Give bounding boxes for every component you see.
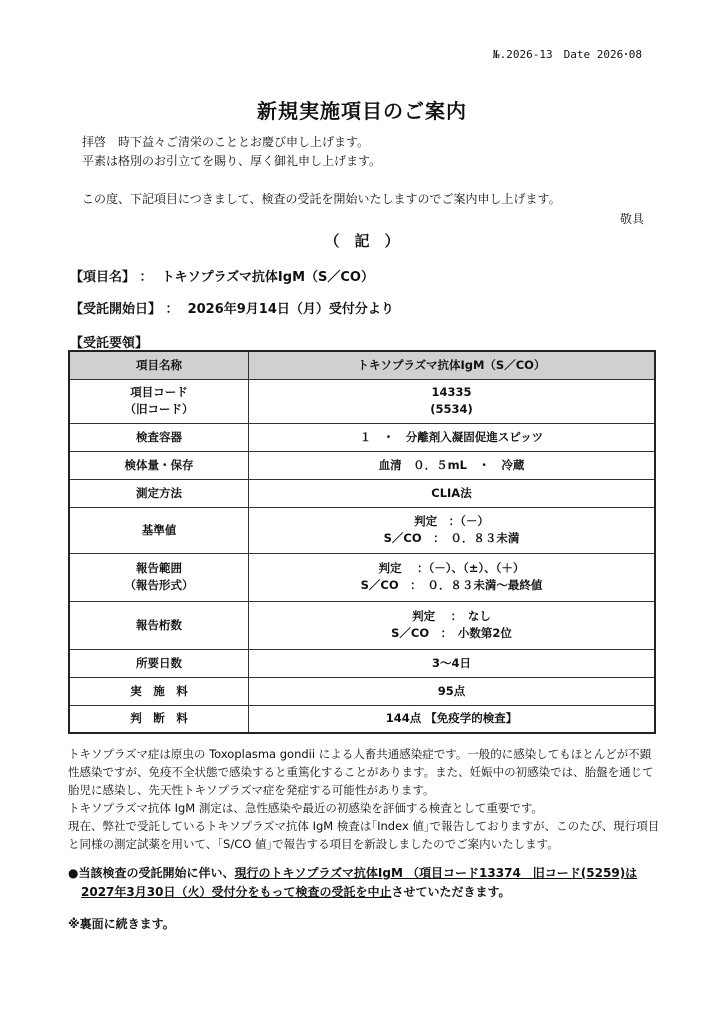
row-value: 判定 ：（－）: [414, 514, 489, 528]
row-key: 判 断 料: [69, 705, 249, 733]
notes-block: [68, 745, 660, 853]
row-key: 基準値: [69, 507, 249, 553]
table-row: [69, 507, 655, 553]
spec-table: [68, 350, 656, 734]
table-row: [69, 601, 655, 649]
table-row: [69, 379, 655, 423]
row-value-sub: S／CO ： ０．８３未満: [383, 531, 520, 545]
notice-underlined-1: 現行のトキソプラズマ抗体IgM （項目コード13374 旧コード(5259)は: [234, 866, 638, 880]
row-key: 項目コード: [130, 385, 188, 399]
row-key-sub: （報告形式）: [124, 578, 194, 592]
row-value-sub: S／CO ： ０．８３未満～最終値: [360, 578, 543, 592]
greeting-line-1: 拝啓 時下益々ご清栄のこととお慶び申し上げます。: [82, 135, 370, 149]
note-paragraph: 現在、弊社で受託しているトキソプラズマ抗体 IgM 検査は｢Index 値｣で報告しておりますが、このたび、現行項目と同様の測定試薬を用いて、｢S/CO 値｣で報告する項目を新設しましたのでご案内いたします。: [68, 819, 660, 851]
notice-underlined-2: 2027年3月30日（火）受付分をもって検査の受託を中止: [81, 885, 392, 899]
ki-label: （ 記 ）: [324, 232, 400, 250]
row-value: 144点 【免疫学的検査】: [249, 705, 656, 733]
row-value-sub: S／CO ： 小数第2位: [391, 626, 512, 640]
table-row: [69, 423, 655, 451]
table-header-key: 項目名称: [69, 351, 249, 379]
row-value-sub: (5534): [430, 402, 473, 416]
note-paragraph: トキソプラズマ抗体 IgM 測定は、急性感染や最近の初感染を評価する検査として重要です。: [68, 801, 543, 815]
row-value: 3～4日: [249, 649, 656, 677]
row-key: 検体量・保存: [69, 451, 249, 479]
document-number: №.2026-13 Date 2026･08: [493, 48, 642, 61]
row-key: 測定方法: [69, 479, 249, 507]
closing-word: 敬具: [619, 212, 644, 226]
notice-suffix: させていただきます。: [391, 885, 511, 899]
greeting-line-3: この度、下記項目につきまして、検査の受託を開始いたしますのでご案内申し上げます。: [82, 192, 561, 206]
row-value: 判定 ： なし: [412, 609, 491, 623]
row-key: 所要日数: [69, 649, 249, 677]
row-key: 報告桁数: [69, 601, 249, 649]
table-row: [69, 705, 655, 733]
page-title: 新規実施項目のご案内: [257, 99, 467, 123]
continued-note: ※裏面に続きます。: [68, 917, 175, 931]
section-label: 【受託要領】: [70, 336, 149, 351]
row-value: １ ・ 分離剤入凝固促進スピッツ: [249, 423, 656, 451]
row-key: 報告範囲: [136, 561, 182, 575]
row-key: 実 施 料: [69, 677, 249, 705]
table-row: [69, 451, 655, 479]
greeting-line-2: 平素は格別のお引立てを賜り、厚く御礼申し上げます。: [82, 154, 382, 168]
note-paragraph: トキソプラズマ症は原虫の Toxoplasma gondii による人畜共通感染症です。一般的に感染してもほとんどが不顕性感染ですが、免疫不全状態で感染すると重篤化することがあります。また、妊娠中の初感染では、胎盤を通じて胎児に感染し、先天性トキソプラズマ症を発症する可能性があります。: [68, 747, 654, 797]
table-row: [69, 553, 655, 601]
table-row: [69, 479, 655, 507]
table-header-value: トキソプラズマ抗体IgM（S／CO）: [249, 351, 656, 379]
table-row: [69, 677, 655, 705]
table-header-row: [69, 351, 655, 379]
row-key-sub: （旧コード）: [124, 402, 194, 416]
table-row: [69, 649, 655, 677]
start-date-line: 【受託開始日】 ： 2026年9月14日（月）受付分より: [70, 302, 394, 317]
row-key: 検査容器: [69, 423, 249, 451]
row-value: CLIA法: [249, 479, 656, 507]
item-name-line: 【項目名】 ： トキソプラズマ抗体IgM（S／CO）: [70, 270, 374, 285]
notice-prefix: ●当該検査の受託開始に伴い、: [68, 866, 235, 880]
discontinuation-notice: [68, 864, 660, 902]
row-value: 14335: [431, 385, 472, 399]
row-value: 判定 ：（－）、（±）、（＋）: [378, 561, 525, 575]
row-value: 95点: [249, 677, 656, 705]
row-value: 血清 ０．５mL ・ 冷蔵: [249, 451, 656, 479]
